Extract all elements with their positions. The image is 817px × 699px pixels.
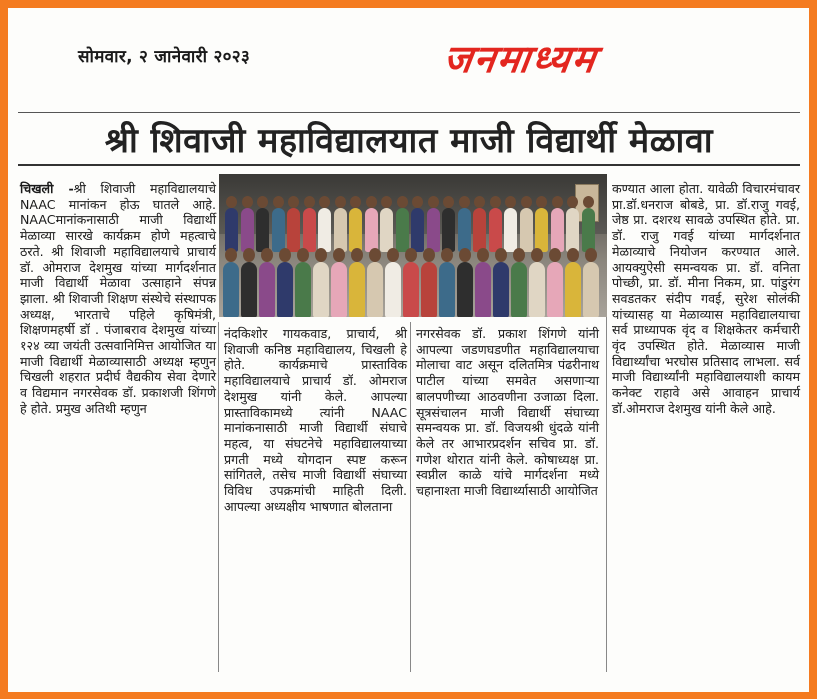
masthead — [8, 8, 809, 104]
photo-person-head — [225, 248, 237, 262]
photo-person-head — [443, 196, 454, 208]
photo-person-head — [387, 248, 399, 262]
photo-person-head — [536, 196, 547, 208]
photo-person-head — [423, 248, 435, 262]
photo-person — [473, 208, 486, 252]
photo-person-head — [226, 196, 237, 208]
photo-person — [334, 208, 347, 252]
photo-person-head — [242, 196, 253, 208]
photo-person — [565, 262, 581, 317]
photo-person-head — [428, 196, 439, 208]
article-dateline: चिखली - — [20, 181, 74, 196]
newspaper-logo: जनमाध्यम — [440, 37, 600, 81]
photo-person-head — [366, 196, 377, 208]
photo-person-head — [257, 196, 268, 208]
photo-person — [489, 208, 502, 252]
photo-person-head — [583, 196, 594, 208]
photo-person — [380, 208, 393, 252]
top-divider — [18, 112, 800, 113]
photo-person — [349, 262, 365, 317]
photo-person-head — [549, 248, 561, 262]
photo-person — [582, 208, 595, 252]
photo-person-head — [490, 196, 501, 208]
photo-person-head — [397, 196, 408, 208]
article-column-1 — [20, 181, 216, 417]
photo-person-head — [585, 248, 597, 262]
photo-person — [411, 208, 424, 252]
photo-person — [241, 208, 254, 252]
photo-person — [318, 208, 331, 252]
photo-person — [421, 262, 437, 317]
photo-person-head — [405, 248, 417, 262]
photo-person-head — [273, 196, 284, 208]
photo-person — [303, 208, 316, 252]
photo-person-head — [319, 196, 330, 208]
photo-person-head — [297, 248, 309, 262]
photo-person-head — [351, 248, 363, 262]
photo-person-head — [261, 248, 273, 262]
photo-person — [225, 208, 238, 252]
column-3-text: नगरसेवक डॉ. प्रकाश शिंगणे यांनी आपल्या जडणघडणीत महाविद्यालयाचा मोलाचा वाट असून दलितमित्र पंढरीनाथ पाटील यांच्या समवेत असणाऱ्या बालपणीच्या आठवणीना उजाळा दिला. सूत्रसंचालन माजी विद्यार्थी संघाच्या समन्वयक प्रा. डॉ. विजयश्री धुंदळे यांनी केले तर आभारप्रदर्शन सचिव प्रा. डॉ. गणेश थोरात यांनी केले. कोषाध्यक्ष प्रा. स्वप्नील काळे यांचे मार्गदर्शना मध्ये चहानाश्ता माजी विद्यार्थ्यासाठी आयोजित — [416, 326, 599, 499]
photo-person-head — [505, 196, 516, 208]
photo-person — [223, 262, 239, 317]
photo-person — [241, 262, 257, 317]
photo-person-head — [521, 196, 532, 208]
photo-person — [349, 208, 362, 252]
photo-person-head — [381, 196, 392, 208]
article-column-4 — [612, 181, 800, 417]
photo-person — [365, 208, 378, 252]
photo-person — [313, 262, 329, 317]
photo-person-head — [243, 248, 255, 262]
photo-person-head — [459, 196, 470, 208]
photo-person-head — [335, 196, 346, 208]
photo-person — [439, 262, 455, 317]
photo-person — [511, 262, 527, 317]
photo-person — [535, 208, 548, 252]
photo-person — [520, 208, 533, 252]
photo-person — [547, 262, 563, 317]
photo-person-head — [531, 248, 543, 262]
photo-person — [396, 208, 409, 252]
photo-person-head — [495, 248, 507, 262]
photo-person-head — [333, 248, 345, 262]
photo-person — [458, 208, 471, 252]
photo-person-head — [567, 248, 579, 262]
column-divider-1 — [218, 322, 219, 672]
photo-person — [551, 208, 564, 252]
column-2-text: नंदकिशोर गायकवाड, प्राचार्य, श्री शिवाजी कनिष्ठ महाविद्यालय, चिखली हे होते. कार्यक्रमाचे प्रास्ताविक महाविद्यालयाचे प्राचार्य डॉ. ओमराज देशमुख यांनी केले. आपल्या प्रास्ताविकामध्ये त्यांनी NAAC मानांकनासाठी माजी विद्यार्थी संघाचे महत्व, या संघटनेचे महाविद्यालयाच्या प्रगती मध्ये योगदान स्पष्ट करून सांगितले, तसेच माजी विद्यार्थी संघाच्या विविध उपक्रमांची माहिती दिली. आपल्या अध्यक्षीय भाषणात बोलताना — [224, 326, 407, 514]
photo-person-head — [369, 248, 381, 262]
photo-person — [475, 262, 491, 317]
article-column-2 — [224, 326, 407, 514]
photo-person — [403, 262, 419, 317]
photo-person-head — [477, 248, 489, 262]
photo-person — [566, 208, 579, 252]
bottom-strip — [8, 680, 809, 692]
photo-person — [583, 262, 599, 317]
photo-person-head — [459, 248, 471, 262]
photo-person-head — [412, 196, 423, 208]
headline-divider — [18, 164, 800, 166]
event-group-photo — [219, 174, 607, 317]
photo-person — [442, 208, 455, 252]
photo-person — [493, 262, 509, 317]
photo-person-head — [350, 196, 361, 208]
photo-person-head — [304, 196, 315, 208]
photo-person-head — [315, 248, 327, 262]
photo-person-head — [513, 248, 525, 262]
photo-person — [259, 262, 275, 317]
column-1-text: श्री शिवाजी महाविद्यालयाचे NAAC मानांकन होऊ घातले आहे. NAACमानांकनासाठी माजी विद्यार्थी मेळाव्या सारखे कार्यक्रम होणे महत्वाचे ठरते. श्री शिवाजी महाविद्यालयाचे प्राचार्य डॉ. ओमराज देशमुख यांच्या मार्गदर्शनात माजी विद्यार्थी मेळावा उत्साहाने संपन्न झाला. श्री शिवाजी शिक्षण संस्थेचे संस्थापक अध्यक्ष, भारताचे पहिले कृषिमंत्री, शिक्षणमहर्षी डॉ . पंजाबराव देशमुख यांच्या १२४ व्या जयंती उत्सवानिमित्त आयोजित या माजी विद्यार्थी मेळाव्यासाठी अध्यक्ष म्हणुन चिखली शहरात प्रदीर्घ वैद्यकीय सेवा देणारे व विद्यमान नगरसेवक डॉ. प्रकाशजी शिंगणे हे होते. प्रमुख अतिथी म्हणुन — [20, 181, 216, 416]
photo-person — [427, 208, 440, 252]
issue-date: सोमवार, २ जानेवारी २०२३ — [78, 47, 251, 67]
photo-person — [295, 262, 311, 317]
photo-person-head — [474, 196, 485, 208]
photo-person — [367, 262, 383, 317]
column-divider-2 — [410, 322, 411, 672]
photo-person — [331, 262, 347, 317]
photo-person — [385, 262, 401, 317]
photo-person — [272, 208, 285, 252]
photo-person — [529, 262, 545, 317]
photo-person — [504, 208, 517, 252]
photo-person — [287, 208, 300, 252]
photo-person-head — [567, 196, 578, 208]
column-4-text: कण्यात आला होता. यावेळी विचारमंचावर प्रा.डॉ.धनराज बोबडे, प्रा. डॉ.राजु गवई, जेष्ठ प्रा. दशरथ सावळे उपस्थित होते. प्रा. डॉ. राजु गवई यांच्या मार्गदर्शनात मेळाव्याचे नियोजन करण्यात आले. आयक्युऐसी समन्वयक प्रा. डॉ. वनिता पोच्छी, प्रा. डॉ. मीना निकम, प्रा. पांडुरंग सवडतकर संदीप गवई, सुरेश सोलंकी यांच्यासह या मेळाव्यास महाविद्यालयाचा सर्व प्राध्यापक वृंद व शिक्षकेतर कर्मचारी वृंद उपस्थित होते. मेळाव्यास माजी विद्यार्थ्यांचा भरघोस प्रतिसाद लाभला. सर्व माजी विद्यार्थ्यांनी महाविद्यालयाशी कायम कनेक्ट राहावे असे आवाहन प्राचार्य डॉ.ओमराज देशमुख यांनी केले आहे. — [612, 181, 800, 416]
article-column-3 — [416, 326, 599, 499]
photo-person — [256, 208, 269, 252]
photo-person — [457, 262, 473, 317]
photo-person — [277, 262, 293, 317]
article-headline: श्री शिवाजी महाविद्यालयात माजी विद्यार्थी मेळावा — [104, 121, 714, 161]
photo-person-head — [552, 196, 563, 208]
photo-person-head — [441, 248, 453, 262]
photo-person-head — [279, 248, 291, 262]
photo-person-head — [288, 196, 299, 208]
